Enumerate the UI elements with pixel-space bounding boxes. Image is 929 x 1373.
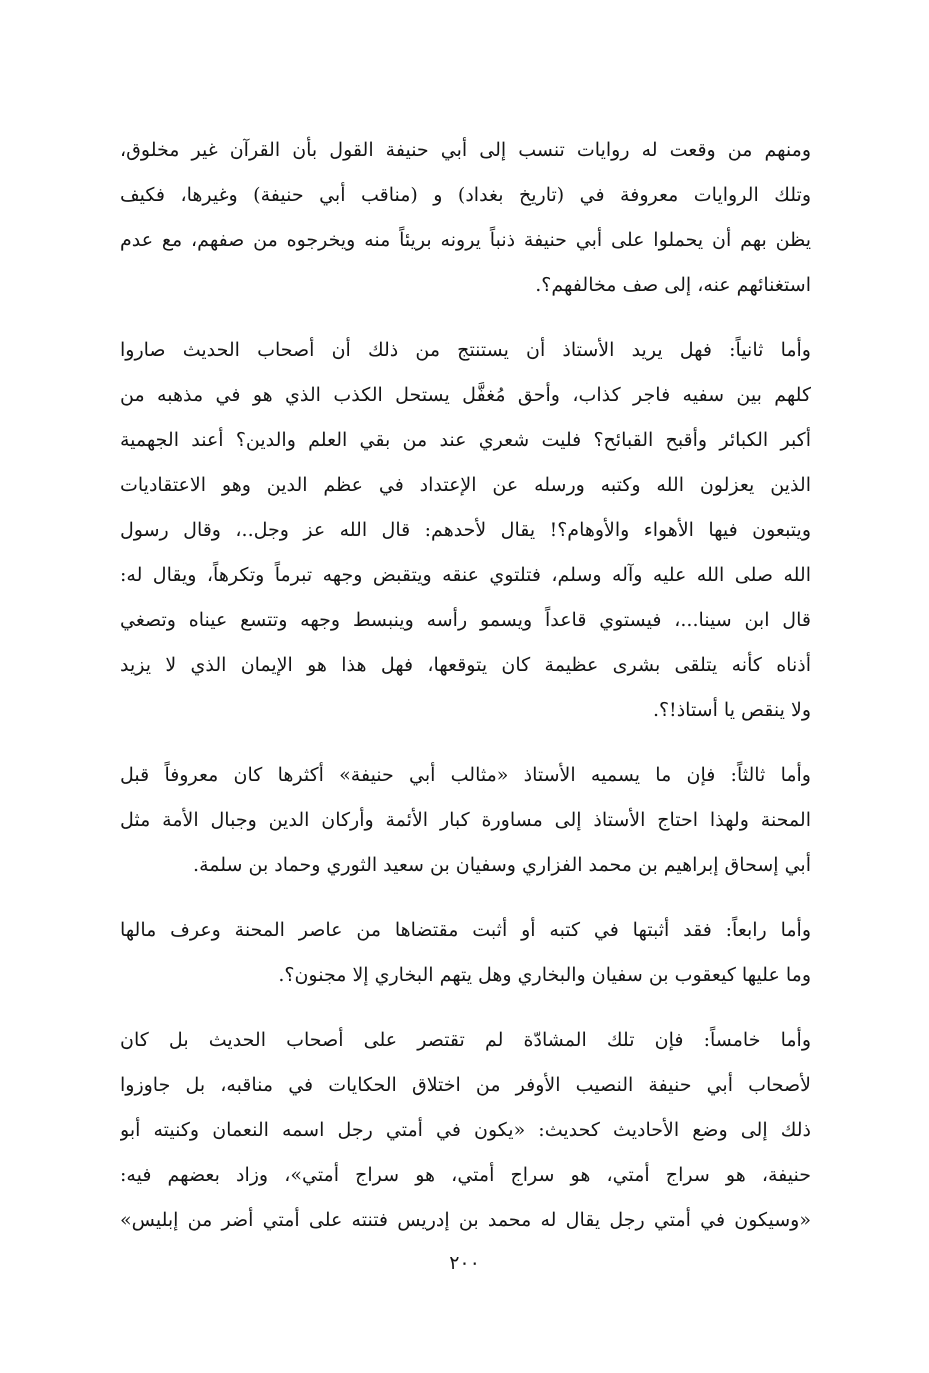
text-line: قال ابن سينا...، فيستوي قاعداً ويسمو رأسه وينبسط وجهه وتتسع عيناه وتصغي [120,609,811,631]
text-line: وأما رابعاً: فقد أثبتها في كتبه أو أثبت مقتضاها من عاصر المحنة وعرف مالها [120,919,811,941]
text-line: لأصحاب أبي حنيفة النصيب الأوفر من اختلاق الحكايات في مناقبه، بل جاوزوا [120,1074,811,1096]
text-line: استغنائهم عنه، إلى صف مخالفهم؟. [535,274,811,296]
text-line: كلهم بين سفيه فاجر كذاب، وأحق مُغفَّل يستحل الكذب الذي هو في مذهبه من [120,384,811,406]
text-line: وما عليها كيعقوب بن سفيان والبخاري وهل يتهم البخاري إلا مجنون؟. [278,964,811,986]
text-line: ويتبعون فيها الأهواء والأوهام؟! يقال لأحدهم: قال الله عز وجل..، وقال رسول [120,519,811,541]
paragraph-1 [120,128,811,308]
paragraph-2 [120,328,811,733]
text-line: وأما ثالثاً: فإن ما يسميه الأستاذ «مثالب أبي حنيفة» أكثرها كان معروفاً قبل [120,764,811,786]
text-line: الذين يعزلون الله وكتبه ورسله عن الإعتداد في عظم الدين وهو الاعتقاديات [120,474,811,496]
body-text [120,128,811,1263]
text-line: «وسيكون في أمتي رجل يقال له محمد بن إدريس فتنته على أمتي أضر من إبليس» [120,1209,811,1231]
text-line: أذناه كأنه يتلقى بشرى عظيمة كان يتوقعها، فهل هذا هو الإيمان الذي لا يزيد [120,654,811,676]
text-line: وأما خامساً: فإن تلك المشادّة لم تقتصر على أصحاب الحديث بل كان [120,1029,811,1051]
page-number: ٢٠٠ [449,1252,480,1274]
paragraph-3 [120,753,811,888]
text-line: أبي إسحاق إبراهيم بن محمد الفزاري وسفيان بن سعيد الثوري وحماد بن سلمة. [193,854,811,876]
text-line: ذلك إلى وضع الأحاديث كحديث: «يكون في أمتي رجل اسمه النعمان وكنيته أبو [120,1119,811,1141]
text-line: وتلك الروايات معروفة في (تاريخ بغداد) و (مناقب أبي حنيفة) وغيرها، فكيف [120,184,811,206]
text-line: ولا ينقص يا أستاذ!؟. [652,699,811,721]
paragraph-5 [120,1018,811,1243]
text-line: يظن بهم أن يحملوا على أبي حنيفة ذنباً يرونه بريئاً منه ويخرجوه من صفهم، مع عدم [120,229,811,251]
text-line: ومنهم من وقعت له روايات تنسب إلى أبي حنيفة القول بأن القرآن غير مخلوق، [120,139,811,161]
text-line: وأما ثانياً: فهل يريد الأستاذ أن يستنتج من ذلك أن أصحاب الحديث صاروا [120,339,811,361]
text-line: حنيفة، هو سراج أمتي، هو سراج أمتي، هو سراج أمتي»، وزاد بعضهم فيه: [120,1164,811,1186]
text-line: أكبر الكبائر وأقبح القبائح؟ فليت شعري عند من بقي العلم والدين؟ أعند الجهمية [120,429,811,451]
text-line: المحنة ولهذا احتاج الأستاذ إلى مساورة كبار الأئمة وأركان الدين وجبال الأمة مثل [120,809,811,831]
paragraph-4 [120,908,811,998]
text-line: الله صلى الله عليه وآله وسلم، فتلتوي عنقه ويتقبض وجهه تبرماً وتكرهاً، ويقال له: [120,564,811,586]
